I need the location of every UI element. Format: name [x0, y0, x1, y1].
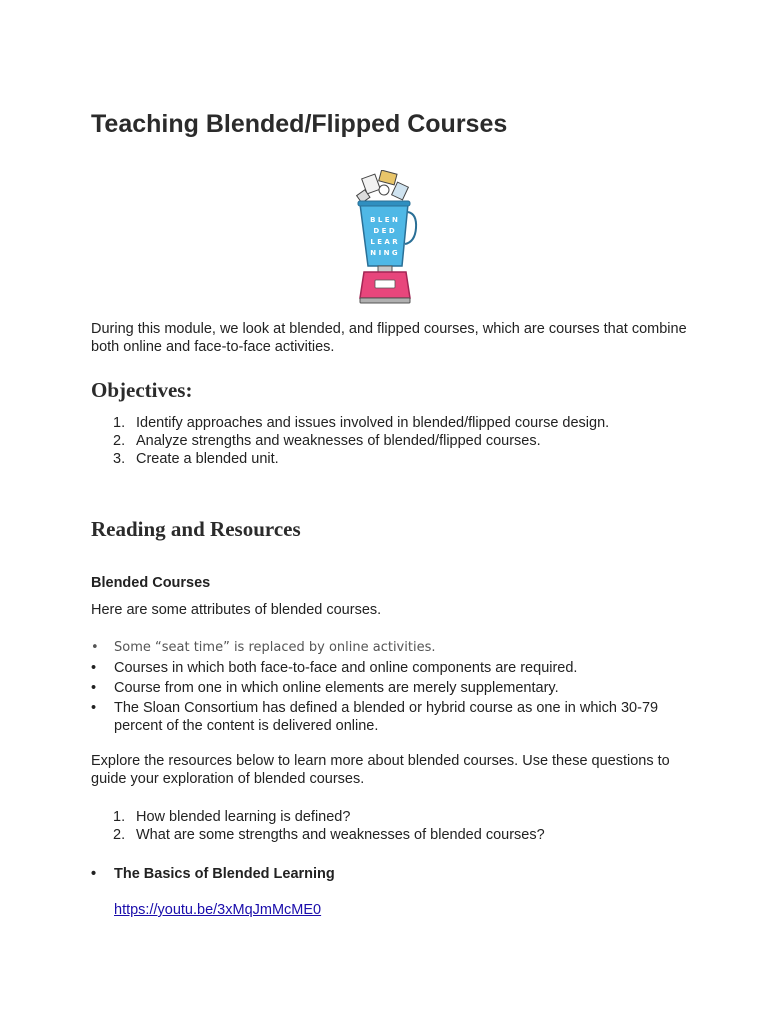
resource-item — [91, 865, 671, 883]
jar-letters-4: N I N G — [370, 249, 398, 257]
bullet: • — [91, 640, 99, 655]
bullet: • — [91, 866, 97, 882]
blender-lid — [358, 201, 410, 206]
list-item-text: How blended learning is defined? — [136, 809, 351, 825]
list-item — [91, 414, 711, 432]
video-link[interactable]: https://youtu.be/3xMqJmMcME0 — [114, 902, 322, 918]
list-item-text: Courses in which both face-to-face and online components are required. — [114, 660, 578, 676]
book-shape — [379, 170, 397, 185]
attributes-list — [91, 639, 671, 737]
list-item — [91, 432, 711, 450]
bullet: • — [91, 680, 97, 696]
list-item-text: The Sloan Consortium has defined a blended or hybrid course as one in which 30-79 percent of the content is delivered online. — [114, 700, 659, 734]
questions-list — [91, 808, 711, 844]
list-item-text: Course from one in which online elements are merely supplementary. — [114, 680, 559, 696]
list-number: 2. — [113, 827, 126, 843]
intro-paragraph: During this module, we look at blended, and flipped courses, which are courses that combine both online and face-to-face activities. — [91, 321, 687, 355]
reading-heading: Reading and Resources — [91, 517, 301, 541]
page-title: Teaching Blended/Flipped Courses — [91, 110, 508, 138]
list-number: 1. — [113, 415, 126, 431]
list-item — [91, 659, 671, 677]
disc-shape — [379, 185, 389, 195]
list-number: 2. — [113, 433, 126, 449]
objectives-list — [91, 414, 711, 468]
blender-button-panel — [375, 280, 395, 288]
jar-letters-3: L E A R — [370, 238, 398, 246]
bullet: • — [91, 660, 97, 676]
list-item-text: Identify approaches and issues involved in blended/flipped course design. — [136, 415, 610, 431]
list-item — [91, 808, 711, 826]
blended-courses-subheading: Blended Courses — [91, 575, 211, 591]
list-number: 3. — [113, 451, 126, 467]
list-item-text: Analyze strengths and weaknesses of blended/flipped courses. — [136, 433, 541, 449]
list-number: 1. — [113, 809, 126, 825]
attributes-intro: Here are some attributes of blended courses. — [91, 602, 382, 618]
list-item-text: Some “seat time” is replaced by online activities. — [114, 640, 436, 655]
resource-title: The Basics of Blended Learning — [114, 866, 335, 882]
blender-neck — [378, 266, 392, 272]
list-item — [91, 639, 671, 657]
bullet: • — [91, 700, 97, 716]
blender-foot — [360, 298, 410, 303]
blender-illustration — [350, 170, 420, 306]
objectives-heading: Objectives: — [91, 378, 193, 402]
resource-list — [91, 865, 671, 885]
list-item — [91, 450, 711, 468]
list-item-text: Create a blended unit. — [136, 451, 279, 467]
jar-letters-1: B L E N — [370, 216, 398, 224]
explore-paragraph: Explore the resources below to learn more about blended courses. Use these questions to guide your exploration of blended courses. — [91, 753, 670, 787]
list-item — [91, 826, 711, 844]
list-item — [91, 699, 671, 735]
list-item-text: What are some strengths and weaknesses of blended courses? — [136, 827, 545, 843]
jar-letters-2: D E D — [373, 227, 395, 235]
list-item — [91, 679, 671, 697]
